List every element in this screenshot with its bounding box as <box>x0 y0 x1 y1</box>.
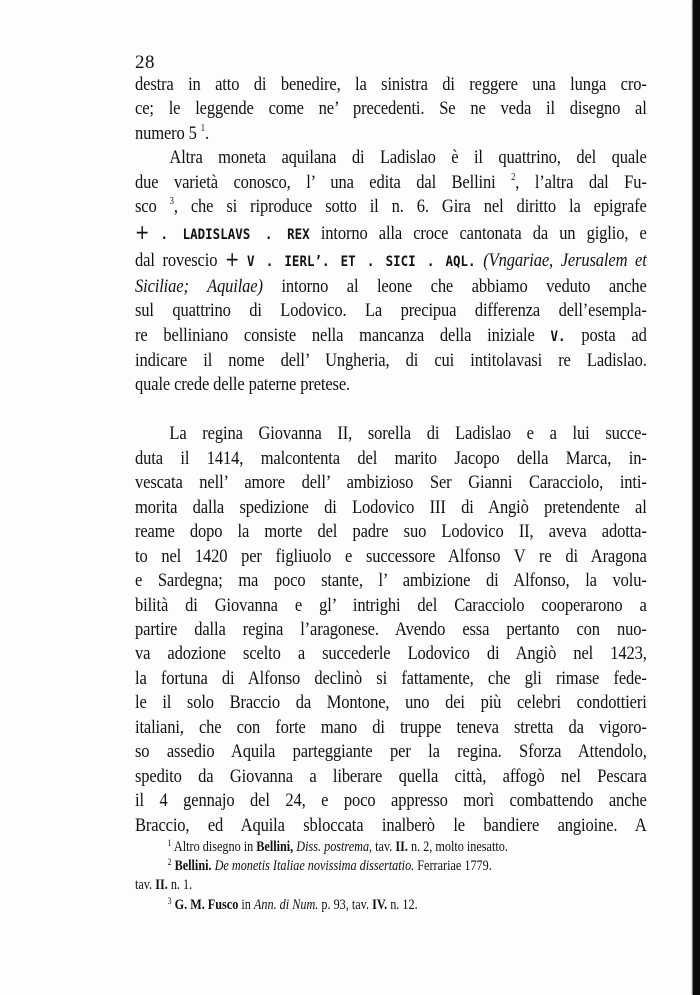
body-line-text: numero 5 <box>135 122 197 144</box>
footnote-title: De monetis Italiae novissima dissertatio. <box>214 858 415 875</box>
legend-expansion: (Vngariae, Jerusalem et <box>483 250 647 272</box>
body-line <box>135 195 647 219</box>
body-line-text: , l’altra dal Fu- <box>515 171 647 193</box>
footnote-text: , tav. <box>369 839 393 855</box>
body-line <box>135 171 647 195</box>
footnote-text: n. 1. <box>170 877 193 894</box>
footnote-text: tav. <box>135 877 153 894</box>
body-line <box>135 247 647 274</box>
body-line: reame dopo la morte del padre suo Lodovico II, aveva adotta- <box>135 521 647 543</box>
body-line: le il solo Braccio da Montone, uno dei più celebri condottieri <box>135 692 647 714</box>
body-line: destra in atto di benedire, la sinistra di reggere una lunga cro- <box>135 74 647 95</box>
body-line: Braccio, ed Aquila sbloccata inalberò le bandiere angioine. A <box>135 814 647 836</box>
body-line: La regina Giovanna II, sorella di Ladislao e a lui succe- <box>169 423 647 445</box>
footnote-ref: 2 <box>511 171 516 183</box>
body-line-text: dal rovescio <box>135 250 218 272</box>
footnote-plate: II. <box>395 839 408 855</box>
body-line: so assedio Aquila parteggiante per la regina. Sforza Attendolo, <box>135 741 647 763</box>
body-line: to nel 1420 per figliuolo e successore Alfonso V re di Aragona <box>135 545 647 567</box>
body-line <box>135 220 647 247</box>
body-line: ce; le leggende come ne’ precedenti. Se ne veda il disegno al <box>135 98 647 120</box>
legend-expansion: Siciliae; Aquilae) <box>135 275 263 297</box>
footnote-ref: 3 <box>169 196 174 208</box>
coin-legend: V . IERL’. ET . SICI . AQL. <box>247 254 476 271</box>
body-line-text: , che si riproduce sotto il n. 6. Gira nel diritto la epigrafe <box>173 196 647 218</box>
cross-symbol: + <box>135 219 150 244</box>
body-text <box>135 73 647 838</box>
body-line: la fortuna di Alfonso declinò si fattamente, che gli rimase fede- <box>135 667 647 689</box>
footnote-author: Bellini. <box>174 858 212 875</box>
footnote-ref: 1 <box>200 122 205 134</box>
body-line: spedito da Giovanna a liberare quella città, affogò nel Pescara <box>135 765 647 787</box>
coin-legend: . LADISLAVS . REX <box>160 226 310 243</box>
scan-page-edge <box>693 0 700 995</box>
body-line: indicare il nome dell’ Ungheria, di cui intitolavasi re Ladislao. <box>135 349 647 371</box>
body-line <box>135 324 647 349</box>
body-line: morita dalla spedizione di Lodovico III di Angiò pretendente al <box>135 496 647 518</box>
footnote-marker: 1 <box>167 838 172 848</box>
body-line: Altra moneta aquilana di Ladislao è il quattrino, del quale <box>169 147 647 169</box>
footnote-author: Bellini, <box>256 839 294 855</box>
body-line: sul quattrino di Lodovico. La precipua differenza dell’esempla- <box>135 300 647 322</box>
body-line-text: intorno al leone che abbiamo veduto anche <box>281 275 647 297</box>
footnote-1 <box>135 838 651 857</box>
body-line-text: sco <box>135 196 157 218</box>
footnote-text: in <box>241 896 251 913</box>
body-line <box>135 122 647 146</box>
footnote-author: G. M. Fusco <box>174 896 239 913</box>
body-line: italiani, che con forte mano di truppe teneva stretta da vigoro- <box>135 716 647 738</box>
footnote-title: Diss. postrema <box>296 839 370 855</box>
footnote-text: Altro disegno in <box>173 839 254 855</box>
punctuation: . <box>204 122 209 144</box>
body-line-text: posta ad <box>581 324 647 346</box>
body-line: partire dalla regina l’aragonese. Avendo essa pertanto con nuo- <box>135 618 647 640</box>
body-line-text: re belliniano consiste nella mancanza della iniziale <box>135 324 535 346</box>
coin-legend: V. <box>550 328 566 345</box>
body-line: vescata nell’ amore dell’ ambizioso Ser Gianni Caracciolo, inti- <box>135 472 647 494</box>
footnote-text: n. 12. <box>390 896 418 913</box>
footnote-2 <box>135 857 651 876</box>
footnote-title: Ann. di Num. <box>253 896 319 913</box>
footnote-plate: II. <box>155 877 168 894</box>
body-line: quale crede delle paterne pretese. <box>135 374 351 396</box>
footnote-marker: 3 <box>167 895 172 906</box>
body-line-text: due varietà conosco, l’ una edita dal Bellini <box>135 171 496 193</box>
page-number: 28 <box>135 52 155 73</box>
footnote-text: p. 93, tav. <box>321 896 370 913</box>
paragraph-gap <box>135 398 575 422</box>
footnote-3 <box>135 896 651 915</box>
footnote-text: n. 2, molto inesatto. <box>410 839 508 855</box>
footnote-marker: 2 <box>167 857 172 868</box>
body-line: bilità di Giovanna e gl’ intrighi del Caracciolo cooperarono a <box>135 594 647 616</box>
body-line: va adozione scelto a succederle Lodovico di Angiò nel 1423, <box>135 643 647 665</box>
body-line <box>135 275 647 299</box>
footnote-2-continued <box>135 876 651 895</box>
footnote-plate: IV. <box>372 896 388 913</box>
footnote-text: Ferrariae 1779. <box>417 858 492 875</box>
footnotes <box>135 838 651 915</box>
cross-symbol: + <box>225 247 240 272</box>
body-line-text: intorno alla croce cantonata da un giglio, e <box>320 222 647 244</box>
body-line: duta il 1414, malcontenta del marito Jacopo della Marca, in- <box>135 447 647 469</box>
body-line: il 4 gennajo del 24, e poco appresso morì combattendo anche <box>135 790 647 812</box>
body-line: e Sardegna; ma poco stante, l’ ambizione di Alfonso, la volu- <box>135 570 647 592</box>
